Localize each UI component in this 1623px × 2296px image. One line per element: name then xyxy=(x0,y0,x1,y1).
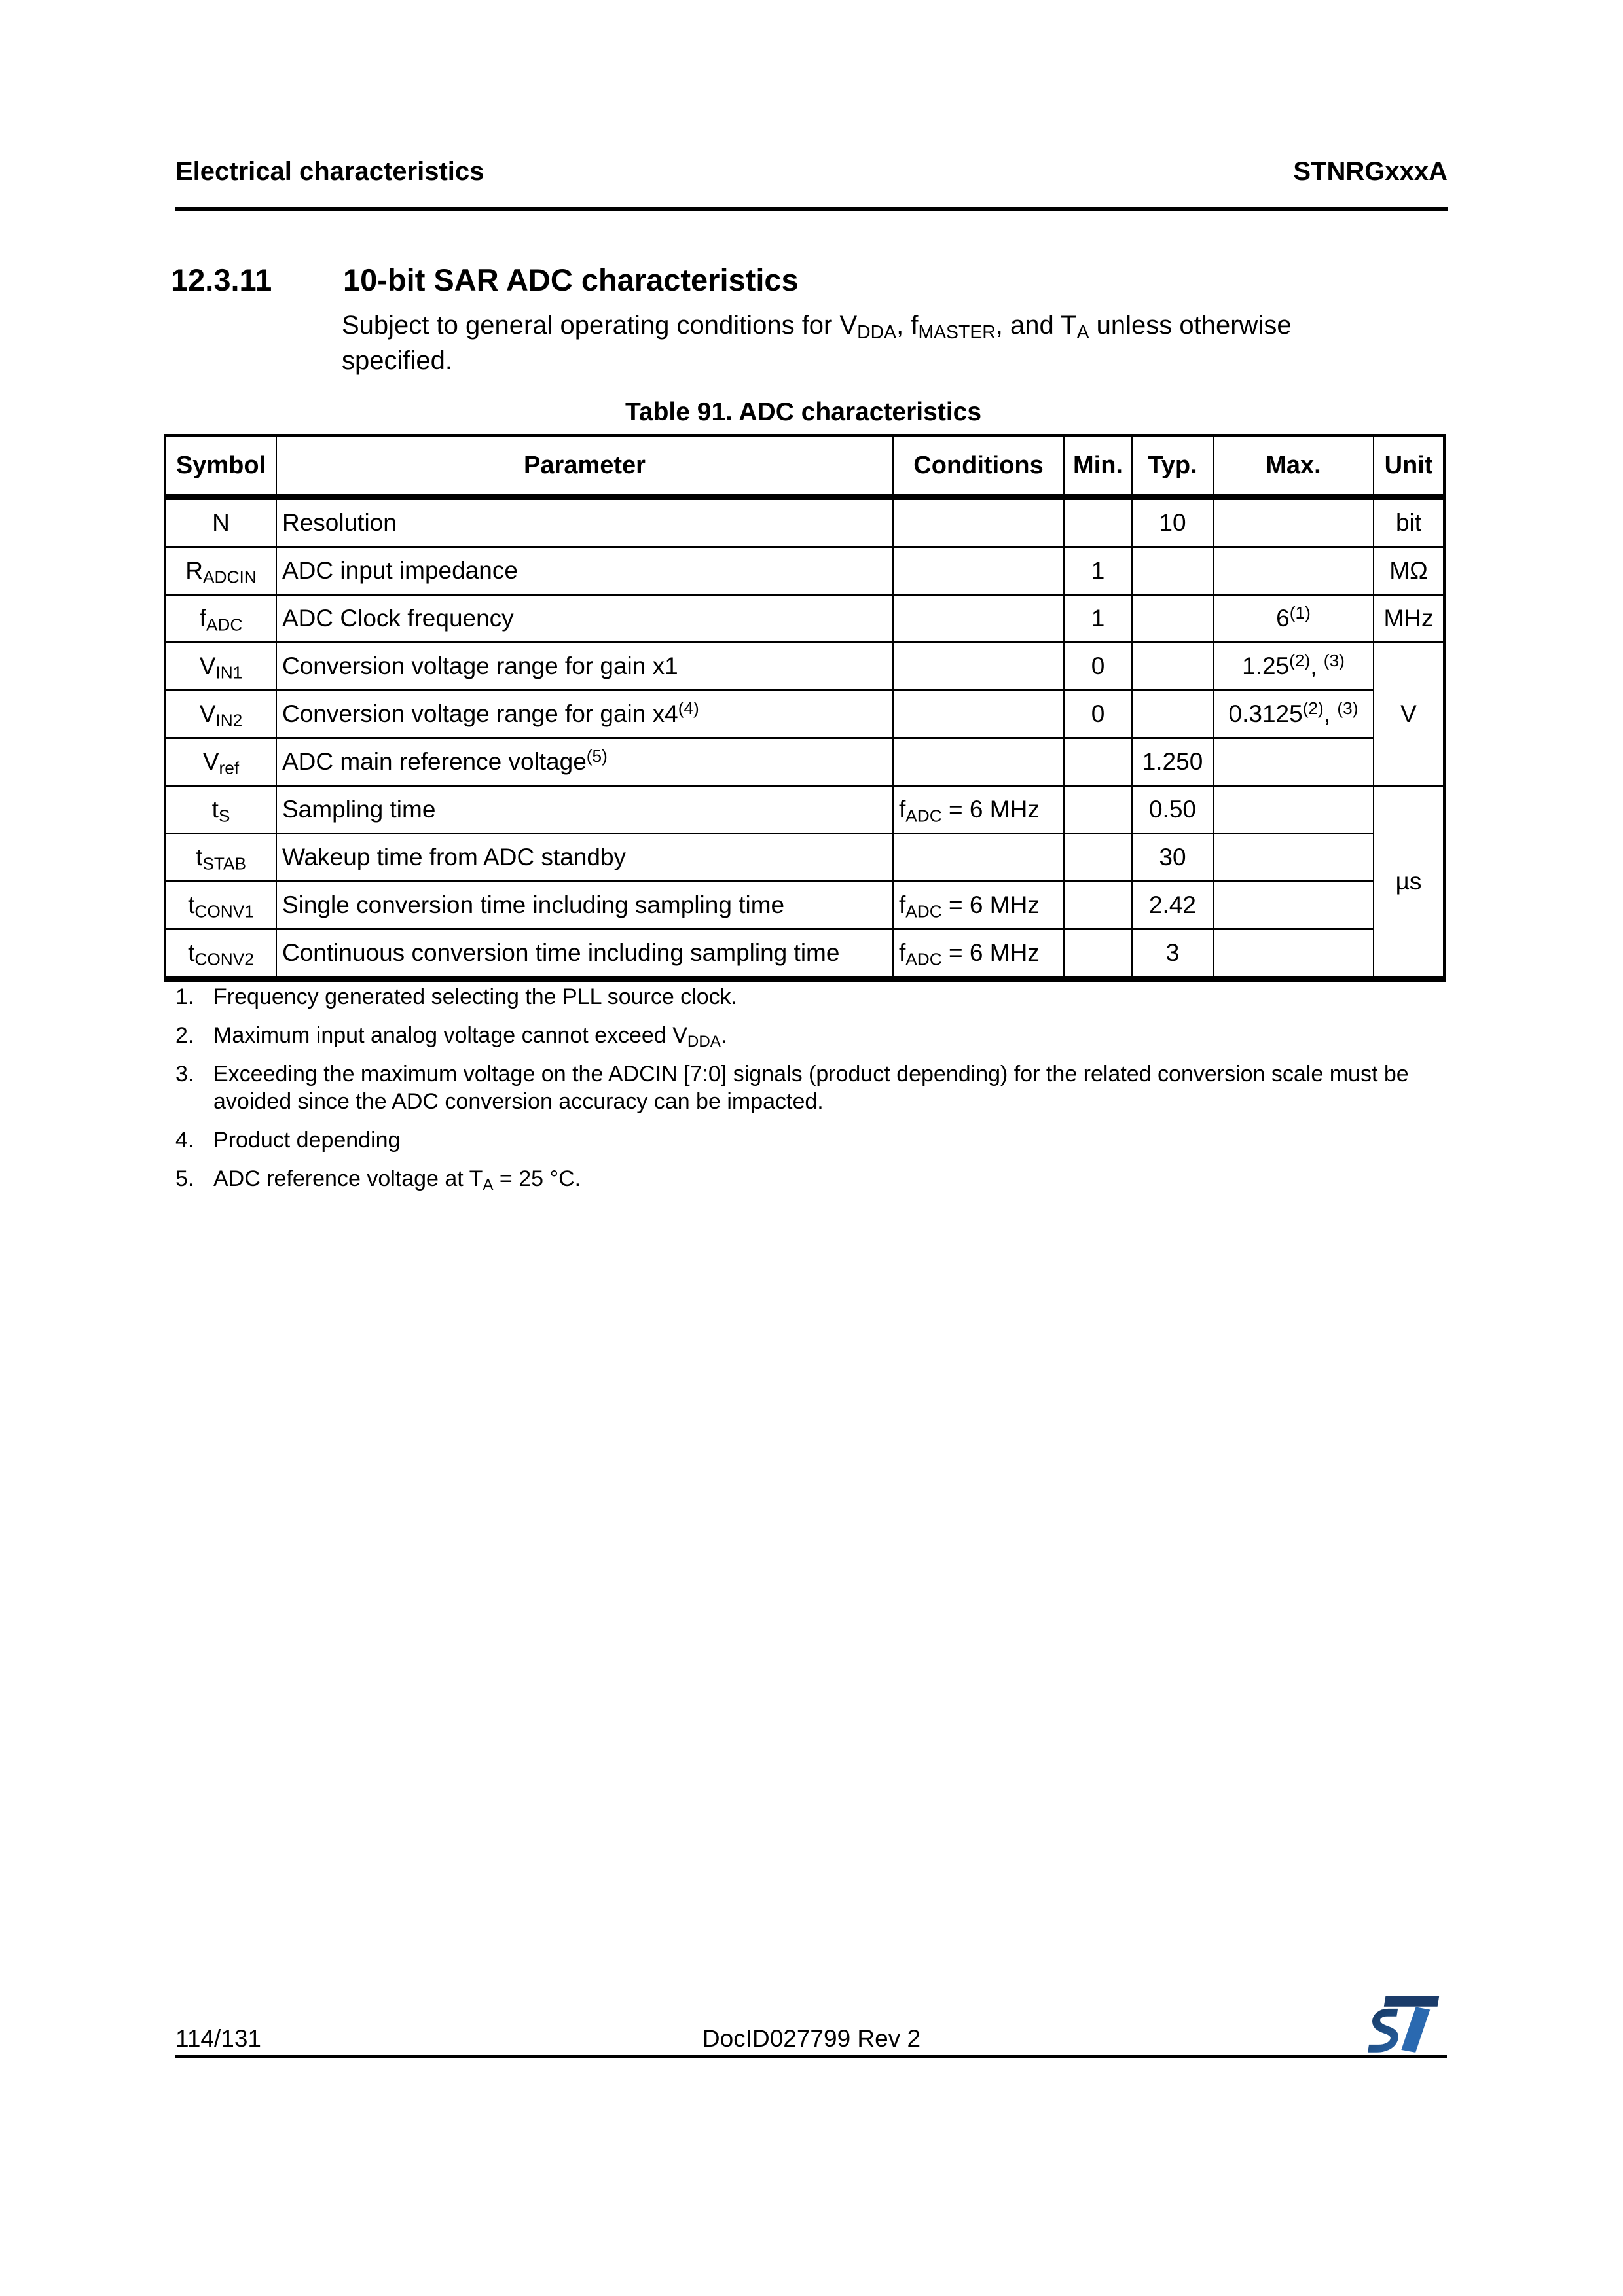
footer-page-number: 114/131 xyxy=(175,2025,261,2052)
cell-parameter: Conversion voltage range for gain x1 xyxy=(276,643,893,691)
cell-symbol: $t_{CONV2}$ xyxy=(165,929,276,979)
cell-parameter: Conversion voltage range for gain x4$^{(4)}$ xyxy=(276,691,893,738)
cell-parameter: ADC main reference voltage$^{(5)}$ xyxy=(276,738,893,786)
cell-typ: 2.42 xyxy=(1132,882,1213,929)
cell-symbol: $V_{IN2}$ xyxy=(165,691,276,738)
footnote-item xyxy=(175,1060,1459,1115)
cell-max xyxy=(1213,882,1374,929)
footnote-item xyxy=(175,1165,1459,1193)
header-device-name: STNRGxxxA xyxy=(1293,157,1448,186)
cell-typ xyxy=(1132,547,1213,595)
table-row xyxy=(165,882,1444,929)
section-number: 12.3.11 xyxy=(171,262,272,297)
cell-max: 0.3125$^{(2)}$, $^{(3)}$ xyxy=(1213,691,1374,738)
cell-conditions xyxy=(893,834,1064,882)
footnote-item xyxy=(175,1022,1459,1049)
cell-min xyxy=(1064,786,1132,834)
footnote-number: 4. xyxy=(175,1128,194,1153)
cell-typ: 3 xyxy=(1132,929,1213,979)
cell-unit: MHz xyxy=(1374,595,1444,643)
col-header-conditions: Conditions xyxy=(893,435,1064,497)
header-section-title: Electrical characteristics xyxy=(175,157,484,186)
table-row xyxy=(165,547,1444,595)
footnote-text: Maximum input analog voltage cannot exceed $V_{DDA}$. xyxy=(213,1023,727,1051)
cell-typ: 30 xyxy=(1132,834,1213,882)
st-logo xyxy=(1364,1994,1443,2055)
footnote-text: Product depending xyxy=(213,1128,401,1153)
cell-parameter: Single conversion time including sampling time xyxy=(276,882,893,929)
cell-min xyxy=(1064,882,1132,929)
table-row xyxy=(165,786,1444,834)
table-row xyxy=(165,643,1444,691)
cell-parameter: ADC Clock frequency xyxy=(276,595,893,643)
footnote-number: 1. xyxy=(175,984,194,1009)
cell-symbol: $t_{CONV1}$ xyxy=(165,882,276,929)
cell-min xyxy=(1064,738,1132,786)
cell-symbol: $t_{STAB}$ xyxy=(165,834,276,882)
cell-conditions xyxy=(893,691,1064,738)
cell-parameter: Sampling time xyxy=(276,786,893,834)
footer-doc-id: DocID027799 Rev 2 xyxy=(702,2025,921,2052)
cell-min: 0 xyxy=(1064,643,1132,691)
table-header-row xyxy=(165,435,1444,497)
cell-symbol: $V_{ref}$ xyxy=(165,738,276,786)
footnote-item xyxy=(175,983,1459,1011)
cell-max: 1.25$^{(2)}$, $^{(3)}$ xyxy=(1213,643,1374,691)
cell-max xyxy=(1213,786,1374,834)
cell-typ xyxy=(1132,691,1213,738)
header-rule xyxy=(175,207,1448,211)
table-row xyxy=(165,497,1444,547)
cell-max xyxy=(1213,547,1374,595)
table-body xyxy=(165,497,1444,979)
cell-parameter: Resolution xyxy=(276,497,893,547)
cell-unit: MΩ xyxy=(1374,547,1444,595)
cell-max xyxy=(1213,929,1374,979)
cell-conditions: $f_{ADC} = 6$ MHz xyxy=(893,786,1064,834)
cell-min: 1 xyxy=(1064,595,1132,643)
cell-typ xyxy=(1132,643,1213,691)
table-row xyxy=(165,738,1444,786)
cell-min xyxy=(1064,497,1132,547)
cell-conditions xyxy=(893,738,1064,786)
footnote-number: 3. xyxy=(175,1062,194,1086)
cell-conditions: $f_{ADC} = 6$ MHz xyxy=(893,882,1064,929)
cell-max xyxy=(1213,497,1374,547)
cell-conditions xyxy=(893,497,1064,547)
table-row xyxy=(165,929,1444,979)
cell-typ: 10 xyxy=(1132,497,1213,547)
cell-parameter: Continuous conversion time including sampling time xyxy=(276,929,893,979)
cell-symbol: $t_S$ xyxy=(165,786,276,834)
table-caption: Table 91. ADC characteristics xyxy=(625,398,982,426)
col-header-unit: Unit xyxy=(1374,435,1444,497)
footnotes-list xyxy=(175,983,1459,1204)
cell-symbol: $V_{IN1}$ xyxy=(165,643,276,691)
adc-characteristics-table xyxy=(164,434,1446,982)
table-row xyxy=(165,834,1444,882)
footnote-text: ADC reference voltage at $T_A = 25$ °C. xyxy=(213,1166,581,1194)
col-header-max: Max. xyxy=(1213,435,1374,497)
cell-parameter: ADC input impedance xyxy=(276,547,893,595)
cell-typ: 1.250 xyxy=(1132,738,1213,786)
footnote-number: 5. xyxy=(175,1166,194,1191)
section-title: 10-bit SAR ADC characteristics xyxy=(343,262,799,297)
cell-conditions xyxy=(893,547,1064,595)
cell-unit: V xyxy=(1374,643,1444,786)
page-header xyxy=(175,158,1448,185)
cell-min: 1 xyxy=(1064,547,1132,595)
cell-min: 0 xyxy=(1064,691,1132,738)
table-head xyxy=(165,435,1444,497)
cell-max xyxy=(1213,738,1374,786)
col-header-typ: Typ. xyxy=(1132,435,1213,497)
cell-conditions: $f_{ADC} = 6$ MHz xyxy=(893,929,1064,979)
cell-max: 6$^{(1)}$ xyxy=(1213,595,1374,643)
cell-conditions xyxy=(893,643,1064,691)
footnote-text: Frequency generated selecting the PLL source clock. xyxy=(213,984,738,1009)
col-header-parameter: Parameter xyxy=(276,435,893,497)
col-header-symbol: Symbol xyxy=(165,435,276,497)
footer-rule xyxy=(175,2055,1447,2058)
cell-symbol: N xyxy=(165,497,276,547)
cell-typ xyxy=(1132,595,1213,643)
cell-conditions xyxy=(893,595,1064,643)
st-logo-icon xyxy=(1364,1994,1443,2055)
intro-paragraph: Subject to general operating conditions for $V_{DDA}$, $f_{MASTER}$, and $T_A$ unless otherwise specified. xyxy=(342,311,1292,375)
cell-unit: bit xyxy=(1374,497,1444,547)
col-header-min: Min. xyxy=(1064,435,1132,497)
cell-min xyxy=(1064,929,1132,979)
table-row xyxy=(165,691,1444,738)
cell-parameter: Wakeup time from ADC standby xyxy=(276,834,893,882)
cell-typ: 0.50 xyxy=(1132,786,1213,834)
cell-max xyxy=(1213,834,1374,882)
footnote-number: 2. xyxy=(175,1023,194,1048)
cell-symbol: $R_{ADCIN}$ xyxy=(165,547,276,595)
footnote-text: Exceeding the maximum voltage on the ADCIN [7:0] signals (product depending) for the related conversion scale must be avoided since the ADC conversion accuracy can be impacted. xyxy=(213,1062,1409,1114)
cell-min xyxy=(1064,834,1132,882)
cell-unit: µs xyxy=(1374,786,1444,979)
cell-symbol: $f_{ADC}$ xyxy=(165,595,276,643)
footnote-item xyxy=(175,1126,1459,1154)
table-row xyxy=(165,595,1444,643)
